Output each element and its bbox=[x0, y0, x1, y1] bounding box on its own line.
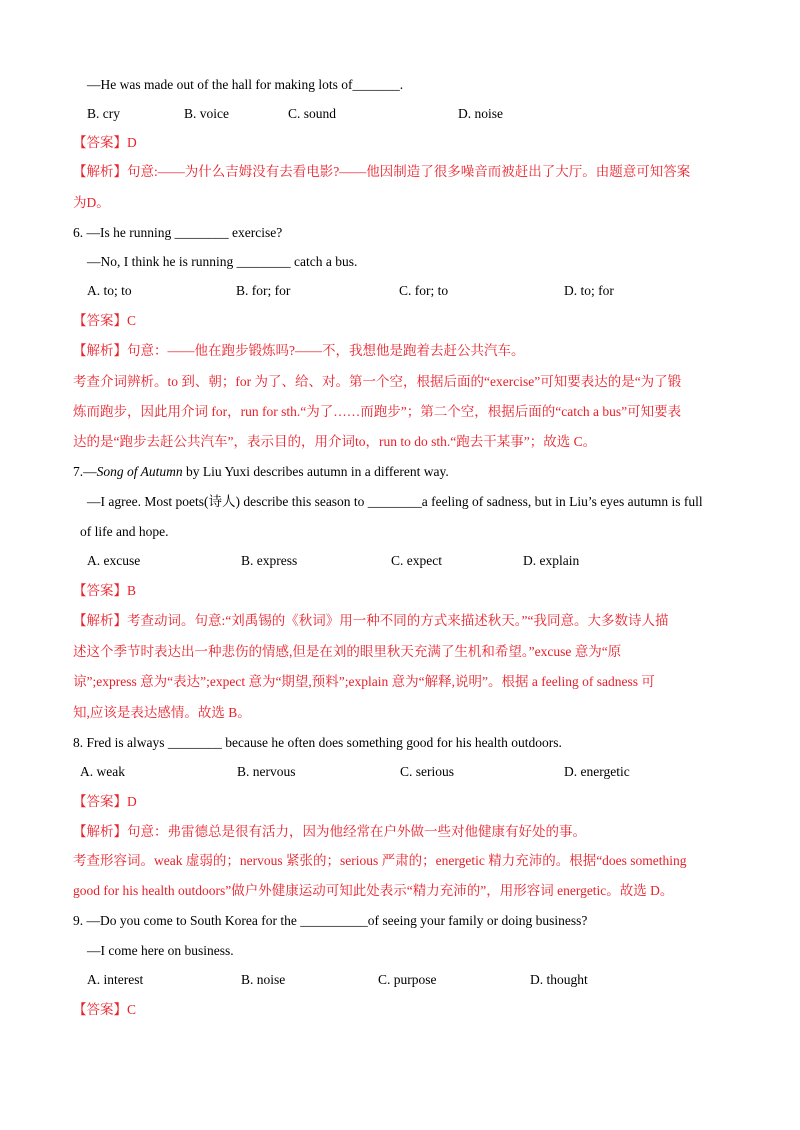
q9-option-a: A. interest bbox=[87, 972, 144, 987]
q6-analysis-line-3: 炼而跑步，因此用介词 for，run for sth.“为了……而跑步”；第二个空，根据后面的“catch a bus”可知要表 bbox=[73, 404, 682, 419]
q6-option-c: C. for; to bbox=[399, 283, 449, 298]
q6-option-b: B. for; for bbox=[236, 283, 291, 298]
q6-analysis-line-4: 达的是“跑步去赶公共汽车”，表示目的，用介词to，run to do sth.“跑去干某事”；故选 C。 bbox=[73, 434, 597, 449]
q5-option-d: D. noise bbox=[458, 106, 503, 121]
q7-analysis-line-1: 【解析】考查动词。句意:“刘禹锡的《秋词》用一种不同的方式来描述秋天。”“我同意。大多数诗人描 bbox=[73, 613, 669, 628]
q7-poem-title: Song of Autumn bbox=[96, 464, 183, 479]
q8-option-c: C. serious bbox=[400, 764, 454, 779]
q8-option-a: A. weak bbox=[80, 764, 125, 779]
q8-question: 8. Fred is always ________ because he often does something good for his health outdoors. bbox=[73, 735, 562, 750]
q8-option-d: D. energetic bbox=[564, 764, 630, 779]
q7-option-b: B. express bbox=[241, 553, 298, 568]
q9-question: 9. —Do you come to South Korea for the __________of seeing your family or doing business? bbox=[73, 913, 588, 928]
q9-option-b: B. noise bbox=[241, 972, 286, 987]
q7-answer: 【答案】B bbox=[73, 583, 137, 598]
q7-number: 7.— bbox=[73, 464, 97, 479]
q5-line: —He was made out of the hall for making lots of_______. bbox=[87, 77, 404, 92]
q6-analysis-line-1: 【解析】句意：——他在跑步锻炼吗?——不，我想他是跑着去赶公共汽车。 bbox=[73, 343, 525, 358]
q8-option-b: B. nervous bbox=[237, 764, 296, 779]
q7-question-line-3: of life and hope. bbox=[80, 524, 169, 539]
q7-question-line-2: —I agree. Most poets(诗人) describe this season to ________a feeling of sadness, but in Liu’s eyes autumn is full bbox=[87, 494, 703, 509]
q7-option-a: A. excuse bbox=[87, 553, 141, 568]
q5-analysis-line-2: 为D。 bbox=[73, 195, 110, 210]
q9-question-line-2: —I come here on business. bbox=[87, 943, 234, 958]
q7-analysis-line-3: 谅”;express 意为“表达”;expect 意为“期望,预料”;explain 意为“解释,说明”。根据 a feeling of sadness 可 bbox=[73, 674, 655, 689]
q5-option-b: B. cry bbox=[87, 106, 120, 121]
q5-analysis-line-1: 【解析】句意:——为什么吉姆没有去看电影?——他因制造了很多噪音而被赶出了大厅。由题意可知答案 bbox=[73, 164, 691, 179]
q7-option-d: D. explain bbox=[523, 553, 580, 568]
q9-option-d: D. thought bbox=[530, 972, 588, 987]
q5-option-b2: B. voice bbox=[184, 106, 229, 121]
q8-analysis-line-3: good for his health outdoors”做户外健康运动可知此处表示“精力充沛的”，用形容词 energetic。故选 D。 bbox=[73, 883, 674, 898]
q8-analysis-line-2: 考查形容词。weak 虚弱的；nervous 紧张的；serious 严肃的；energetic 精力充沛的。根据“does something bbox=[73, 853, 687, 868]
q7-option-c: C. expect bbox=[391, 553, 442, 568]
q6-option-d: D. to; for bbox=[564, 283, 614, 298]
q7-question-text: by Liu Yuxi describes autumn in a different way. bbox=[182, 464, 449, 479]
q6-question: 6. —Is he running ________ exercise? bbox=[73, 225, 283, 240]
q5-option-c: C. sound bbox=[288, 106, 337, 121]
q7-question bbox=[73, 463, 449, 481]
q9-option-c: C. purpose bbox=[378, 972, 437, 987]
q8-answer: 【答案】D bbox=[73, 794, 137, 809]
q6-answer: 【答案】C bbox=[73, 313, 137, 328]
q6-option-a: A. to; to bbox=[87, 283, 132, 298]
q7-analysis-line-2: 述这个季节时表达出一种悲伤的情感,但是在刘的眼里秋天充满了生机和希望。”excuse 意为“原 bbox=[73, 644, 622, 659]
q6-analysis-line-2: 考查介词辨析。to 到、朝；for 为了、给、对。第一个空，根据后面的“exercise”可知要表达的是“为了锻 bbox=[73, 374, 682, 389]
q6-question-line-2: —No, I think he is running ________ catch a bus. bbox=[87, 254, 358, 269]
q8-analysis-line-1: 【解析】句意：弗雷德总是很有活力，因为他经常在户外做一些对他健康有好处的事。 bbox=[73, 824, 586, 839]
q7-analysis-line-4: 知,应该是表达感情。故选 B。 bbox=[73, 705, 251, 720]
q5-answer: 【答案】D bbox=[73, 135, 137, 150]
q9-answer: 【答案】C bbox=[73, 1002, 137, 1017]
